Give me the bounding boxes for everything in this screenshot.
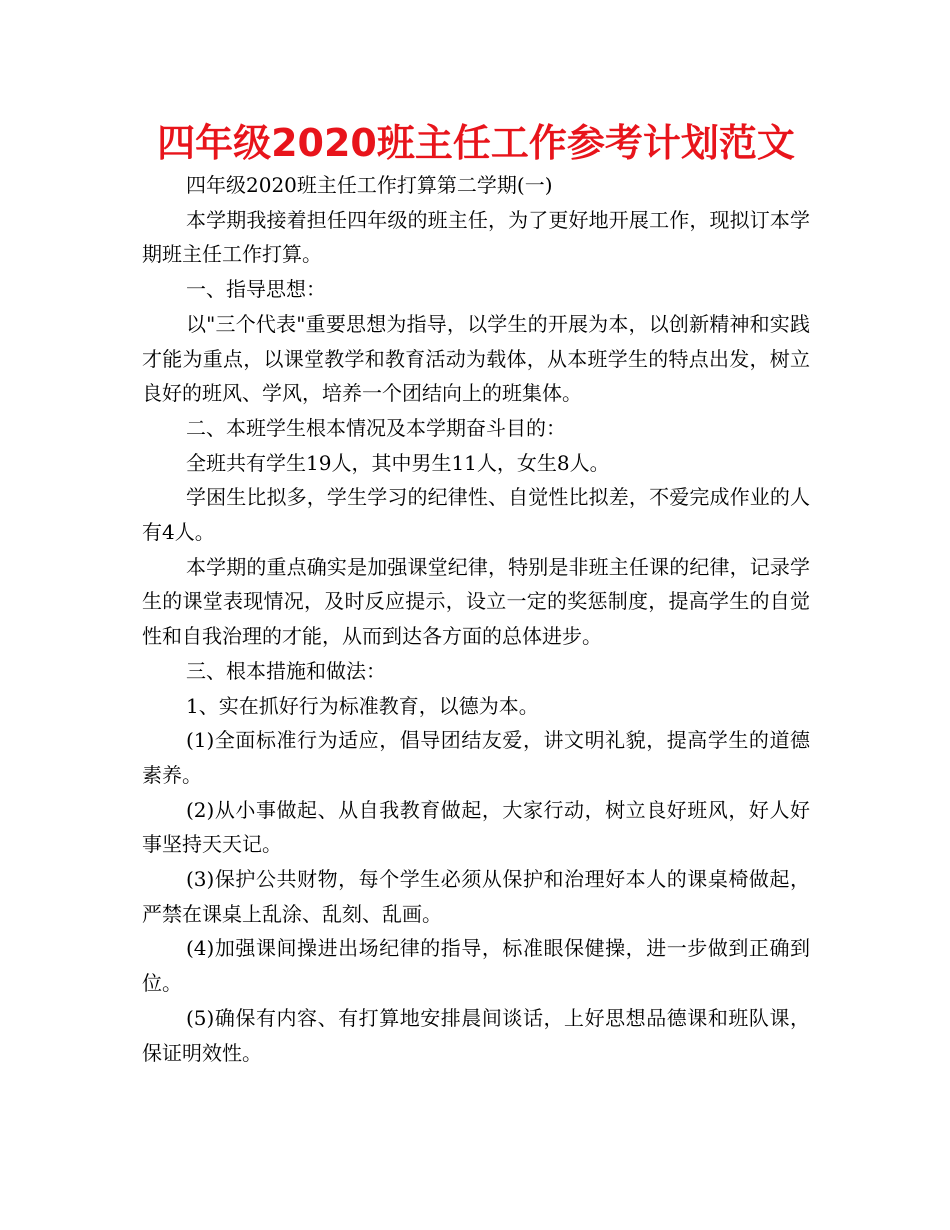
- document-page: [142, 118, 810, 1070]
- subtitle-paragraph: 四年级2020班主任工作打算第二学期(一): [186, 173, 553, 197]
- list-item: (1)全面标准行为适应，倡导团结友爱，讲文明礼貌，提高学生的道德素养。: [142, 728, 810, 787]
- paragraph: 学困生比拟多，学生学习的纪律性、自觉性比拟差，不爱完成作业的人有4人。: [142, 485, 810, 545]
- section-heading-1: 一、指导思想：: [186, 277, 326, 302]
- list-item: (3)保护公共财物，每个学生必须从保护和治理好本人的课桌椅做起，严禁在课桌上乱涂、乱刻、乱画。: [142, 867, 810, 926]
- list-item: 1、实在抓好行为标准教育，以德为本。: [186, 693, 539, 718]
- paragraph: 本学期的重点确实是加强课堂纪律，特别是非班主任课的纪律，记录学生的课堂表现情况，及时反应提示，设立一定的奖惩制度，提高学生的自觉性和自我治理的才能，从而到达各方面的总体进步。: [142, 554, 810, 649]
- paragraph: 以"三个代表"重要思想为指导，以学生的开展为本，以创新精神和实践才能为重点，以课堂教学和教育活动为载体，从本班学生的特点出发，树立良好的班风、学风，培养一个团结向上的班集体。: [142, 311, 810, 406]
- list-item: (5)确保有内容、有打算地安排晨间谈话，上好思想品德课和班队课，保证明效性。: [142, 1005, 810, 1065]
- section-heading-3: 三、根本措施和做法：: [186, 658, 386, 683]
- document-body: [142, 168, 810, 1070]
- paragraph: 全班共有学生19人，其中男生11人，女生8人。: [186, 450, 610, 475]
- document-title: 四年级2020班主任工作参考计划范文: [157, 121, 795, 165]
- list-item: (4)加强课间操进出场纪律的指导，标准眼保健操，进一步做到正确到位。: [142, 936, 810, 996]
- intro-paragraph: 本学期我接着担任四年级的班主任，为了更好地开展工作，现拟订本学期班主任工作打算。: [142, 207, 810, 267]
- list-item: (2)从小事做起、从自我教育做起，大家行动，树立良好班风，好人好事坚持天天记。: [142, 797, 810, 857]
- section-heading-2: 二、本班学生根本情况及本学期奋斗目的：: [186, 415, 566, 440]
